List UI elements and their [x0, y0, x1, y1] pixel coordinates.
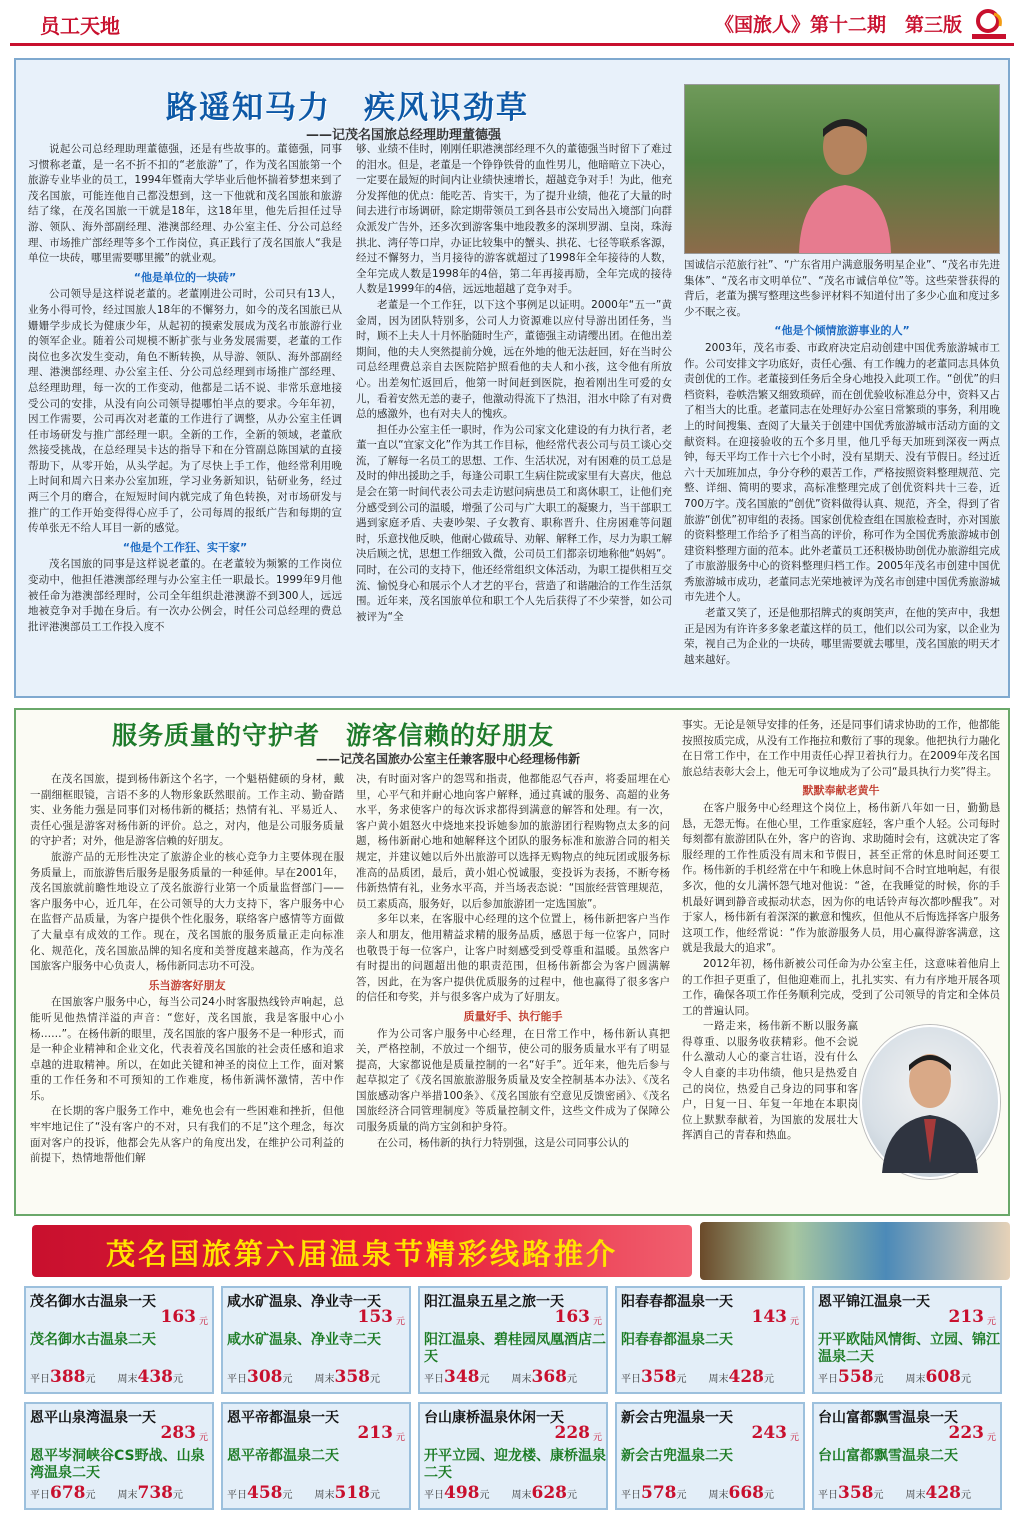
route-two-day-prices: [227, 1367, 409, 1387]
price-unit: 元: [282, 1374, 293, 1385]
price-unit: 元: [676, 1374, 687, 1385]
weekday-price: 358: [838, 1483, 874, 1503]
weekday-price: 498: [444, 1483, 480, 1503]
weekday-label: 平日: [424, 1490, 444, 1501]
subheading: 乐当游客好朋友: [148, 978, 226, 992]
weekday-price: 388: [50, 1367, 86, 1387]
article-2-title: 服务质量的守护者 游客信赖的好朋友: [112, 721, 555, 750]
route-card: [418, 1286, 608, 1394]
route-card: [418, 1402, 608, 1510]
weekday-price: 558: [838, 1367, 874, 1387]
weekend-price: 668: [728, 1483, 764, 1503]
route-one-day: 台山康桥温泉休闲一天: [424, 1410, 564, 1426]
price-unit: 元: [173, 1490, 183, 1501]
paragraph: 2012年初，杨伟新被公司任命为办公室主任，这意味着他肩上的工作担子更重了，但他迎难而上，扎扎实实、有力有序地开展各项工作，确保各项工作任务顺利完成，受到了公司领导的肯定和全体员工的普遍认同。: [682, 957, 1000, 1017]
weekend-label: 周末: [511, 1374, 532, 1385]
paragraph: 担任办公室主任一职时，作为公司家文化建设的有力执行者，老董一直以“宜家文化”作为其工作目标，他经常代表公司与员工谈心交流，了解每一名员工的思想、工作、生活状况，对有困难的员工总是及时的伸出援助之手，每逢公司职工生病住院或家里有大喜庆，他总是会在第一时间代表公司去走访慰问病患员工和离休职工，让他们充分感受到公司的温暖，增强了公司与广大职工的凝聚力，当干部职工遇到家庭矛盾、夫妻吵架、子女教育、职称晋升、住房困难等问题时，乐意找他反映，他耐心做疏导、劝解、解释工作，尽力为职工解决后顾之忧，思想工作细致入微，公司员工们都亲切地称他“妈妈”。同时，在公司的支持下，他还经常组织文体活动，为职工提供相互交流、愉悦身心和展示个人才艺的平台，营造了和谐融洽的工作生活氛围。近年来，茂名国旅单位和职工个人先后获得了不少荣誉，如公司被评为“全: [356, 423, 672, 623]
route-two-day: 恩平帝都温泉二天: [227, 1448, 339, 1464]
weekday-price: 308: [247, 1367, 283, 1387]
route-card: [615, 1402, 805, 1510]
promo-banner: [32, 1225, 692, 1277]
route-one-day: 茂名御水古温泉一天: [30, 1294, 156, 1310]
weekday-label: 平日: [30, 1374, 50, 1385]
weekend-label: 周末: [905, 1374, 926, 1385]
route-card: [812, 1402, 1002, 1510]
article-1-column-1: [28, 142, 342, 694]
weekend-price: 738: [137, 1483, 173, 1503]
route-two-day-prices: [818, 1367, 1000, 1387]
price-unit: 元: [789, 1317, 799, 1327]
issue-info: 《国旅人》第十二期 第三版: [714, 14, 962, 36]
weekday-label: 平日: [227, 1490, 247, 1501]
weekday-label: 平日: [818, 1374, 838, 1385]
price-unit: 元: [479, 1374, 490, 1385]
paragraph: 在长期的客户服务工作中，难免也会有一些困难和挫折，但他牢牢地记住了“没有客户的不对，只有我们的不足”这个理念，每次面对客户的投诉，他都会先从客户的角度出发，在维护公司利益的前提下，热情地帮他们解: [30, 1105, 344, 1165]
route-two-day-prices: [621, 1483, 803, 1503]
article-2: [14, 708, 1010, 1216]
weekend-price: 368: [531, 1367, 567, 1387]
route-card: [24, 1402, 214, 1510]
price-unit: 元: [479, 1490, 490, 1501]
person-silhouette-icon: [880, 1043, 980, 1173]
wrap-block: [682, 1019, 858, 1144]
price-unit: 元: [567, 1374, 577, 1385]
weekend-label: 周末: [708, 1490, 729, 1501]
route-one-day: 恩平锦江温泉一天: [818, 1294, 930, 1310]
article-1-byline: ——记茂名国旅总经理助理董德强: [306, 128, 502, 143]
weekend-price: 438: [137, 1367, 173, 1387]
route-one-day-price: 223: [948, 1423, 984, 1443]
weekend-price: 608: [925, 1367, 961, 1387]
weekend-label: 周末: [314, 1374, 335, 1385]
route-two-day-prices: [30, 1483, 212, 1503]
weekday-label: 平日: [818, 1490, 838, 1501]
paragraph: 在茂名国旅，提到杨伟新这个名字，一个魁梧健硕的身材，戴一副细框眼镜，言语不多的人物形象跃然眼前。工作主动、勤奋踏实、业务能力强是同事们对杨伟新的概括；热情有礼、平易近人、责任心强是游客对杨伟新的评价。总之，对内，他是公司服务质量的守护者；对外，他是游客信赖的好朋友。: [30, 773, 344, 848]
price-unit: 元: [395, 1433, 405, 1443]
article-2-column-1: [30, 772, 344, 1210]
weekend-label: 周末: [905, 1490, 926, 1501]
article-2-byline: ——记茂名国旅办公室主任兼客服中心经理杨伟新: [316, 752, 581, 766]
weekday-label: 平日: [621, 1490, 641, 1501]
weekday-label: 平日: [30, 1490, 50, 1501]
price-unit: 元: [198, 1433, 208, 1443]
section-title: 员工天地: [40, 14, 120, 38]
article-1: [14, 58, 1010, 698]
route-card: [615, 1286, 805, 1394]
route-two-day: 开平欧陆风情街、立园、锦江温泉二天: [818, 1332, 1000, 1365]
route-two-day-prices: [227, 1483, 409, 1503]
route-one-day: 咸水矿温泉、净业寺一天: [227, 1294, 381, 1310]
article-1-column-3: [684, 258, 1000, 694]
route-one-day-price: 228: [554, 1423, 590, 1443]
weekday-label: 平日: [424, 1374, 444, 1385]
price-unit: 元: [370, 1490, 380, 1501]
weekend-label: 周末: [511, 1490, 532, 1501]
route-card: [221, 1402, 411, 1510]
header-divider: [10, 43, 1014, 46]
paragraph: 决，有时面对客户的怨骂和指责，他都能忍气吞声，将委屈埋在心里，心平气和并耐心地向客户解释，通过真诚的服务、高超的业务水平，务求使客户的每次诉求都得到满意的解答和处理。有一次，客户黄小姐怒火中烧地来投诉她参加的旅游团行程购物点太多的问题，杨伟新耐心地和她解释这个团队的服务标准和旅游合同的相关规定，并建议她以后外出旅游可以选择无购物点的纯玩团或服务标准高的品质团，最后，黄小姐心悦诚服，变投诉为表扬，不断夸杨伟新热情有礼，业务水平高，并当场表态说：“国旅经营管理规范，员工素质高，服务好，以后参加旅游团一定选国旅”。: [356, 773, 670, 910]
paragraph: 在公司，杨伟新的执行力特别强，这是公司同事公认的: [377, 1136, 629, 1149]
weekday-label: 平日: [621, 1374, 641, 1385]
route-two-day-prices: [621, 1367, 803, 1387]
article-1-column-2: [356, 142, 672, 694]
hot-spring-photo-strip: [700, 1222, 1010, 1280]
paragraph: 说起公司总经理助理董德强，还是有些故事的。董德强，同事习惯称老董，是一名不折不扣的“老旅游”了，作为茂名国旅第一个旅游专业毕业的员工，1994年暨南大学毕业后他怀揣着梦想来到了茂名国旅，可能连他自己都没想到，这一下他就和茂名国旅和旅游结了缘，在茂名国旅一干就是18年，这18年里，他先后担任过导游、领队、海外部副经理、港澳部经理、办公室主任、分公司总经理、市场推广部经理等多个工作岗位，真正践行了茂名国旅人“我是单位一块砖，哪里需要哪里搬”的就业观。: [28, 143, 342, 265]
paragraph: 国诚信示范旅行社”、“广东省用户满意服务明星企业”、“茂名市先进集体”、“茂名市文明单位”、“茂名市诚信单位”等。这些荣誉获得的背后，老董为撰写整理这些参评材料不知道付出了多少心血和度过多少不眠之夜。: [684, 259, 1000, 318]
weekend-price: 518: [334, 1483, 370, 1503]
portrait-dong-deqiang: [684, 84, 1000, 254]
route-one-day-price: 143: [751, 1307, 787, 1327]
price-unit: 元: [764, 1490, 774, 1501]
price-unit: 元: [873, 1490, 884, 1501]
route-one-day: 阳春春都温泉一天: [621, 1294, 733, 1310]
price-unit: 元: [789, 1433, 799, 1443]
weekday-label: 平日: [227, 1374, 247, 1385]
route-one-day-price: 163: [160, 1307, 196, 1327]
subheading: 默默奉献老黄牛: [802, 784, 880, 798]
route-one-day-price: 243: [751, 1423, 787, 1443]
route-two-day: 阳江温泉、碧桂园凤凰酒店二天: [424, 1332, 606, 1365]
weekday-price: 678: [50, 1483, 86, 1503]
route-one-day: 阳江温泉五星之旅一天: [424, 1294, 564, 1310]
route-two-day: 新会古兜温泉二天: [621, 1448, 733, 1464]
route-two-day: 开平立园、迎龙楼、康桥温泉二天: [424, 1448, 606, 1481]
subheading: “他是单位的一块砖”: [133, 270, 237, 284]
weekend-label: 周末: [117, 1374, 138, 1385]
price-unit: 元: [567, 1490, 577, 1501]
price-unit: 元: [198, 1317, 208, 1327]
person-silhouette-icon: [795, 109, 895, 253]
price-unit: 元: [764, 1374, 774, 1385]
route-card: [812, 1286, 1002, 1394]
paragraph: 多年以来，在客服中心经理的这个位置上，杨伟新把客户当作亲人和朋友，他用精益求精的服务品质，感恩于每一位客户，同时也敬畏于每一位客户，让客户时刻感受到受尊重和温暖。虽然客户有时提出的问题超出他的职责范围，但杨伟新都会为客户圆满解答，因此，在为客户提供优质服务的过程中，他也赢得了很多客户的信任和夸奖，并与很多客户成为了好朋友。: [356, 913, 670, 1004]
route-one-day-price: 163: [554, 1307, 590, 1327]
price-unit: 元: [986, 1317, 996, 1327]
weekday-price: 358: [641, 1367, 677, 1387]
price-unit: 元: [986, 1433, 996, 1443]
price-unit: 元: [592, 1317, 602, 1327]
guolv-logo-icon: [968, 6, 1010, 42]
weekend-price: 428: [728, 1367, 764, 1387]
price-unit: 元: [961, 1490, 971, 1501]
article-2-column-2: [356, 772, 670, 1210]
weekend-price: 358: [334, 1367, 370, 1387]
article-1-title: 路遥知马力 疾风识劲草: [166, 90, 529, 126]
paragraph: 老董是一个工作狂，以下这个事例足以证明。2000年“五一”黄金周，因为团队特别多，公司人力资源难以应付导游出团任务，当时，顾不上夫人十月怀胎随时生产，董德强主动请缨出团。在他出差期间，他的夫人突然提前分娩，远在外地的他无法赶回，好在当时公司总经理费总亲自去医院陪护照看他的夫人和小孩，这令他有所放心。出差匆忙返回后，他第一时间赶到医院，抱着刚出生可爱的女儿，看着安然无恙的妻子，他激动得流下了热泪，泪水中除了有对费总的感激外，也有对夫人的愧疚。: [356, 298, 672, 421]
route-one-day: 恩平山泉湾温泉一天: [30, 1410, 156, 1426]
page-header: [0, 0, 1024, 50]
route-two-day: 阳春春都温泉二天: [621, 1332, 733, 1348]
price-unit: 元: [370, 1374, 380, 1385]
subheading: “他是个倾情旅游事业的人”: [774, 324, 910, 338]
paragraph: 在国旅客户服务中心，每当公司24小时客服热线铃声响起，总能听见他热情洋溢的声音：“您好，茂名国旅，我是客服中心小杨……”。在杨伟新的眼里，茂名国旅的客户服务不是一种形式，而是一种企业精神和企业文化，代表着茂名国旅的社会责任感和追求卓越的进取精神。所以，在如此关键和神圣的岗位上工作，面对繁重的工作任务和不可预知的工作难度，杨伟新满怀激情，苦中作乐。: [30, 996, 344, 1102]
paragraph: 够、业绩不佳时，刚刚任职港澳部经理不久的董德强当时留下了难过的泪水。但是，老董是一个铮铮铁骨的血性男儿，他暗暗立下决心，一定要在最短的时间内让业绩快速增长，超越竞争对手！为此，他充分发挥他的优点：能吃苦、肯实干，为了提升业绩，他花了大量的时间去进行市场调研，除定期带领员工到各县市公安局出入境部门向群众派发广告外，还多次到游客集中地段教多的深圳罗湖、皇岗，珠海拱北、湾仔等口岸，办证比较集中的蟹头、拱花、七径等联系客源，经过不懈努力，当月接待的游客就超过了1998年全年接待的人数，全年完成人数是1998年的4倍，第二年再接再励，全年完成的接待人数是1999年的4倍，远远地超越了竞争对手。: [356, 143, 672, 296]
subheading: “他是个工作狂、实干家”: [122, 540, 248, 554]
paragraph: 公司领导是这样说老董的。老董刚进公司时，公司只有13人，业务小得可怜，经过国旅人18年的不懈努力，如今的茂名国旅已从姗姗学步成长为健康少年，从起初的摸索发展成为茂名市旅游行业的领军企业。随着公司规模不断扩张与业务发展需要，老董的工作岗位也多次发生变动，角色不断转换，从导游、领队、海外部副经理、港澳部经理、办公室主任、分公司总经理到市场推广部经理、总经理助理，每一次的工作变动，他都是二话不说、非常乐意地接受公司的安排，从没有向公司领导提哪怕半点的要求。今年年初，因工作需要，公司再次对老董的工作进行了调整，从办公室主任调任市场研发与推广部经理一职。全新的工作，全新的领域，老董欣然接受挑战，在总经理吴卡达的指导下和在分管副总陈国斌的直接帮助下，从零开始，从头学起。为了尽快上手工作，他经常利用晚上时间和周六日来办公室加班，学习业务新知识，钻研业务，经过两三个月的磨合，在短短时间内就完成了角色转换，对市场研发与推广的工作开始变得得心应手了，公司每周的报纸广告和每期的宣传单张无不给人耳目一新的感觉。: [28, 288, 342, 535]
route-one-day-price: 213: [948, 1307, 984, 1327]
price-unit: 元: [85, 1374, 96, 1385]
route-two-day: 茂名御水古温泉二天: [30, 1332, 156, 1348]
route-one-day-price: 153: [357, 1307, 393, 1327]
weekend-label: 周末: [117, 1490, 138, 1501]
weekday-price: 578: [641, 1483, 677, 1503]
route-grid: [24, 1286, 1008, 1518]
route-one-day-price: 283: [160, 1423, 196, 1443]
weekend-label: 周末: [314, 1490, 335, 1501]
weekday-price: 458: [247, 1483, 283, 1503]
price-unit: 元: [85, 1490, 96, 1501]
paragraph: 事实。无论是领导安排的任务，还是同事们请求协助的工作，他都能按照按质完成，从没有工作拖拉和敷衍了事的现象。他把执行力融化在日常工作中，在工作中用责任心捍卫着执行力。在2009年茂名国旅总结表彰大会上，他无可争议地成为了公司“最具执行力奖”得主。: [682, 719, 1000, 778]
route-card: [24, 1286, 214, 1394]
route-two-day: 咸水矿温泉、净业寺二天: [227, 1332, 381, 1348]
route-two-day: 台山富都飘雪温泉二天: [818, 1448, 958, 1464]
weekend-price: 628: [531, 1483, 567, 1503]
route-one-day: 新会古兜温泉一天: [621, 1410, 733, 1426]
paragraph: 在客户服务中心经理这个岗位上，杨伟新八年如一日，勤勤恳恳，无怨无悔。在他心里，工作重家庭轻，客户重个人轻。公司每时每刻都有旅游团队在外，客户的咨询、求助随时会有，这就决定了客服经理的工作性质没有周末和节假日，甚至正常的休息时间还要工作。杨伟新的手机经常在中午和晚上休息时间不合时宜地响起，有很多次，他的女儿满怀怨气地对他说：“爸，在我睡觉的时候，你的手机最好调到静音或振动状态，因为你的电话铃声每次都吵醒我”。对于家人，杨伟新有着深深的歉意和愧疚，但他从不后悔选择客户服务这项工作，他经常说：“作为旅游服务人员，用心赢得游客满意，这就是我最大的追求”。: [682, 801, 1000, 955]
route-two-day-prices: [30, 1367, 212, 1387]
weekday-price: 348: [444, 1367, 480, 1387]
route-one-day-price: 213: [357, 1423, 393, 1443]
paragraph: 一路走来，杨伟新不断以服务赢得尊重、以服务收获精彩。他不会说什么激动人心的豪言壮语，没有什么令人自豪的丰功伟绩，他只是热爱自己的岗位，热爱自己身边的同事和客户，日复一日、年复一年地在本职岗位上默默奉献着，为国旅的发展壮大挥洒自己的青春和热血。: [682, 1020, 858, 1142]
route-card: [221, 1286, 411, 1394]
price-unit: 元: [173, 1374, 183, 1385]
route-two-day-prices: [424, 1483, 606, 1503]
paragraph: 茂名国旅的同事是这样说老董的。在老董较为频繁的工作岗位变动中，他担任港澳部经理与办公室主任一职最长。1999年9月他被任命为港澳部经理时，公司全年组织赴港澳游不到300人，远远地被竞争对手抛在身后。有一次办公例会，时任公司总经理的费总批评港澳部员工工作投入度不: [28, 558, 342, 633]
price-unit: 元: [282, 1490, 293, 1501]
paragraph: 旅游产品的无形性决定了旅游企业的核心竞争力主要体现在服务质量上，而旅游售后服务是服务质量的一种延伸。早在2001年，茂名国旅就前瞻性地设立了茂名旅游行业第一个质量监督部门——客户服务中心，近几年，在公司领导的大力支持下，客户服务中心在监督产品质量，为客户提供个性化服务，联络客户感情等方面做了大量卓有成效的工作。现在，茂名国旅的服务质量正走向标准化、规范化，茂名国旅品牌的知名度和美誉度越来越高，作为茂名国旅客户服务中心负责人，杨伟新同志功不可没。: [30, 850, 344, 973]
paragraph: 2003年，茂名市委、市政府决定启动创建中国优秀旅游城市工作。公司安排文字功底好，责任心强、有工作魄力的老董同志具体负责创优的工作。老董接到任务后全身心地投入此项工作。“创优”的归档资料，卷帙浩繁又细致琐碎，而在创优验收标准总分中，资料又占了相当大的比重。老董同志在处理好办公室日常繁琐的事务，利用晚上的时间搜集、查阅了大量关于创建中国优秀旅游城市活动方面的文献资料。在迎接验收的五个多月里，他几乎每天加班到深夜一两点钟，每天平均工作十六七个小时，没有星期天、没有节假日。经过近六十天加班加点，争分夺秒的艰苦工作，严格按照资料整理规范、完整、详细、简明的要求，高标准整理完成了创优资料共十三卷，近700万字。茂名国旅的“创优”资料做得认真、规范，齐全，得到了省旅游“创优”初审组的表扬。国家创优检查组在国旅检查时，亦对国旅的资料整理工作给予了相当高的评价，称可作为全国优秀旅游城市创建资料整理方面的范本。此外老董员工还积极协助创优办旅游组完成了市旅游服务中心的资料整理归档工作。2005年茂名市创建中国优秀旅游城市成功，老董同志光荣地被评为茂名市创建中国优秀旅游城市先进个人。: [684, 341, 1000, 604]
weekend-label: 周末: [708, 1374, 729, 1385]
paragraph: 作为公司客户服务中心经理，在日常工作中，杨伟新认真把关，严格控制，不放过一个细节，使公司的服务质量水平有了明显提高，大家都说他是质量控制的一名“好手”。近年来，他先后参与起草拟定了《茂名国旅旅游服务质量及安全控制基本办法》、《茂名国旅感动客户举措100条》、《茂名国旅有空意见反馈密函》、《茂名国旅经济合同管理制度》等质量控制文件，这些文件成为了保障公司服务质量的尚方宝剑和护身符。: [356, 1027, 670, 1134]
price-unit: 元: [961, 1374, 971, 1385]
route-two-day-prices: [424, 1367, 606, 1387]
promo-title: 茂名国旅第六届温泉节精彩线路推介: [105, 1237, 618, 1271]
price-unit: 元: [676, 1490, 687, 1501]
route-two-day-prices: [818, 1483, 1000, 1503]
route-one-day: 恩平帝都温泉一天: [227, 1410, 339, 1426]
portrait-yang-weixin: [860, 1025, 1000, 1179]
price-unit: 元: [395, 1317, 405, 1327]
paragraph: 老董又笑了，还是他那招牌式的爽朗笑声，在他的笑声中，我想正是因为有许许多多象老董这样的员工，他们以公司为家，以企业为荣，视自己为企业的一块砖，哪里需要就去哪里，茂名国旅的明天才越来越好。: [684, 607, 1000, 666]
weekend-price: 428: [925, 1483, 961, 1503]
route-two-day: 恩平岑洞峡谷CS野战、山泉湾温泉二天: [30, 1448, 205, 1481]
price-unit: 元: [592, 1433, 602, 1443]
route-one-day: 台山富都飘雪温泉一天: [818, 1410, 958, 1426]
price-unit: 元: [873, 1374, 884, 1385]
subheading: 质量好手、执行能手: [463, 1009, 563, 1023]
